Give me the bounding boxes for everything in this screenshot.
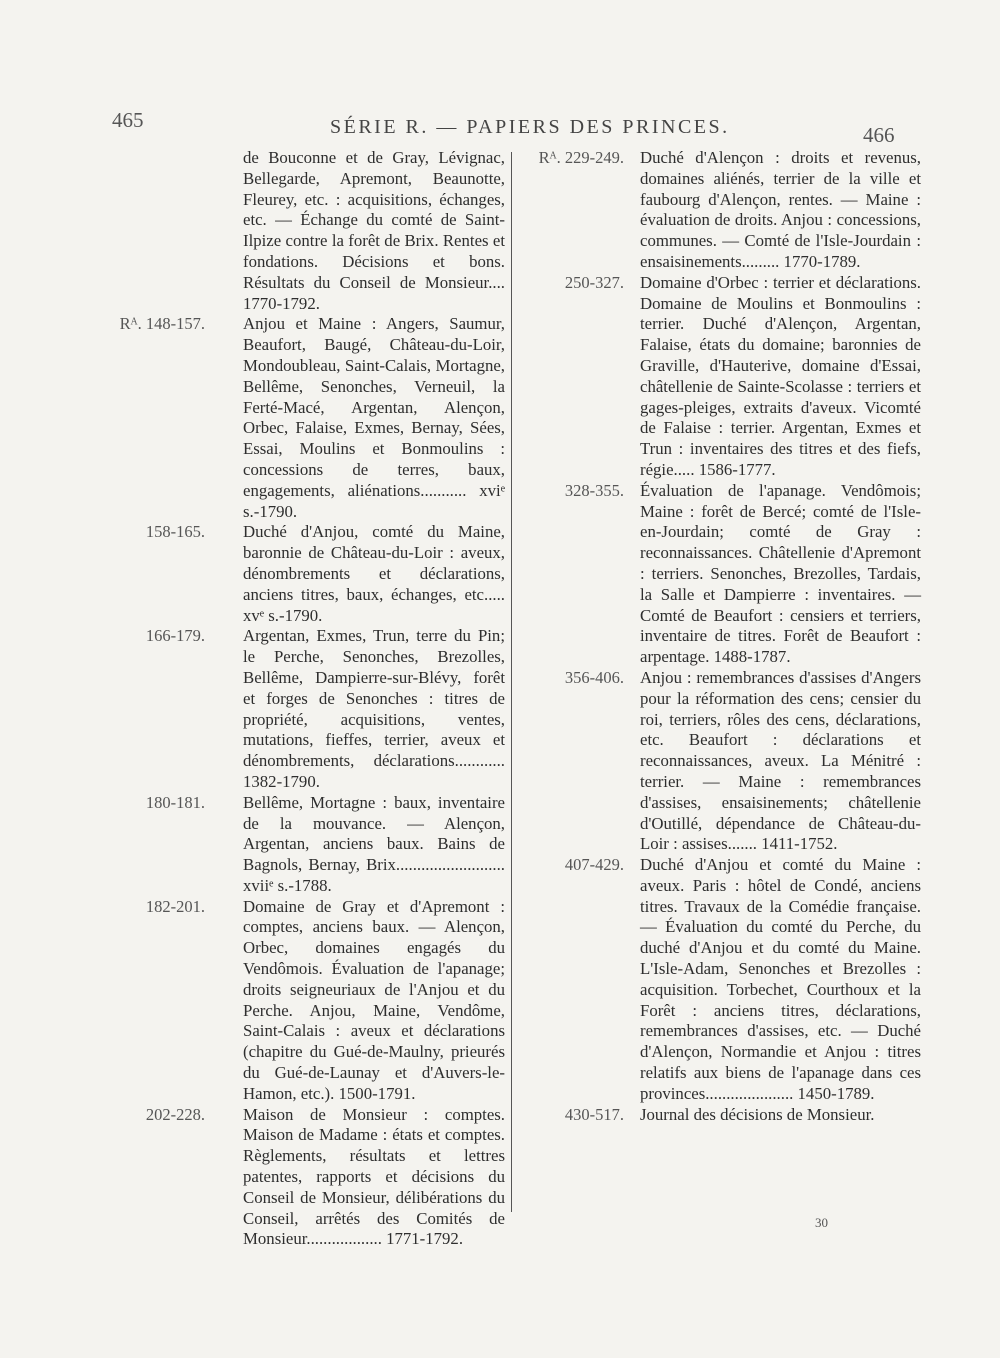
inventory-entry bbox=[516, 481, 921, 668]
inventory-entry bbox=[105, 522, 505, 626]
entry-reference: 328-355. bbox=[564, 480, 624, 500]
entry-reference: 356-406. bbox=[564, 667, 624, 687]
inventory-entry bbox=[516, 1105, 921, 1126]
entry-description: Argentan, Exmes, Trun, terre du Pin; le Perche, Senonches, Brezolles, Bellême, Dampierre-sur-Blévy, forêt et forges de Senonches : titres de propriété, acquisitions, ventes, mutations, fieffes, terrier, aveux et dénombrements, déclarations............ 1382-1790. bbox=[243, 626, 505, 791]
entry-description: de Bouconne et de Gray, Lévignac, Bellegarde, Apremont, Beaunotte, Fleurey, etc. : acquisitions, échanges, etc. — Échange du comté de Saint-Ilpize contre la forêt de Brix. Rentes et fondations. Décisions et bons. Résultats du Conseil de Monsieur.... 1770-1792. bbox=[243, 148, 505, 313]
inventory-entry bbox=[105, 897, 505, 1105]
entry-reference: 158-165. bbox=[145, 522, 205, 542]
inventory-entry bbox=[105, 314, 505, 522]
entry-reference: 202-228. bbox=[145, 1104, 205, 1124]
entry-description: Domaine de Gray et d'Apremont : comptes, anciens baux. — Alençon, Orbec, domaines engagés du Vendômois. Évaluation de l'apanage; droits seigneuriaux de l'Anjou et du Perche. Anjou, Maine, Vendôme, Saint-Calais : aveux et déclarations (chapitre du Gué-de-Maulny, prieurés du Gué-de-Launay et d'Auvers-le-Hamon, etc.). 1500-1791. bbox=[243, 896, 505, 1103]
inventory-entry bbox=[516, 668, 921, 855]
page-number-right: 466 bbox=[863, 123, 895, 147]
left-column bbox=[105, 148, 505, 1250]
inventory-entry bbox=[105, 626, 505, 792]
running-title: SÉRIE R. — PAPIERS DES PRINCES. bbox=[330, 116, 730, 138]
signature-mark: 30 bbox=[815, 1215, 828, 1230]
inventory-entry bbox=[516, 148, 921, 273]
entry-description: Anjou et Maine : Angers, Saumur, Beaufort, Baugé, Château-du-Loir, Mondoubleau, Saint-Calais, Mortagne, Bellême, Senonches, Verneuil, la Ferté-Macé, Argentan, Alençon, Orbec, Falaise, Exmes, Bernay, Sées, Essai, Moulins et Bonmoulins : concessions de terres, baux, engagements, aliénations........... xviᵉ s.-1790. bbox=[243, 314, 505, 521]
inventory-entry bbox=[516, 855, 921, 1105]
entry-reference: 182-201. bbox=[145, 896, 205, 916]
column-divider bbox=[511, 152, 512, 1212]
entry-description: Maison de Monsieur : comptes. Maison de Madame : états et comptes. Règlements, résultats et lettres patentes, rapports et décisions du Conseil de Monsieur, délibérations du Conseil, arrêtés des Comités de Monsieur.................. 1771-1792. bbox=[243, 1104, 505, 1249]
entry-reference: 166-179. bbox=[145, 626, 205, 646]
inventory-entry bbox=[105, 1105, 505, 1251]
entry-description: Duché d'Alençon : droits et revenus, domaines aliénés, terrier de la ville et faubourg d'Alençon, rentes. — Maine : évaluation de droits. Anjou : concessions, communes. — Comté de l'Isle-Jourdain : ensaisinements......... 1770-1789. bbox=[640, 148, 921, 271]
entry-reference: 430-517. bbox=[564, 1104, 624, 1124]
entry-description: Duché d'Anjou, comté du Maine, baronnie de Château-du-Loir : aveux, dénombrements et déclarations, anciens titres, baux, échanges, etc..... xvᵉ s.-1790. bbox=[243, 522, 505, 625]
entry-reference: 407-429. bbox=[564, 855, 624, 875]
entry-description: Évaluation de l'apanage. Vendômois; Maine : forêt de Bercé; comté de l'Isle-en-Jourdain; comté de Gray : reconnaissances. Châtellenie d'Apremont : terriers. Senonches, Brezolles, Tardais, la Salle et Dampierre : inventaires. — Comté de Beaufort : censiers et terriers, inventaire de titres. Forêt de Beaufort : arpentage. 1488-1787. bbox=[640, 480, 921, 667]
inventory-entry bbox=[105, 148, 505, 314]
entry-description: Journal des décisions de Monsieur. bbox=[640, 1104, 875, 1124]
entry-description: Duché d'Anjou et comté du Maine : aveux. Paris : hôtel de Condé, anciens titres. Travaux de la Comédie française. — Évaluation du comté du Perche, du duché d'Anjou et du comté du Maine. L'Isle-Adam, Senonches et Brezolles : acquisition. Torbechet, Courthoux et la Forêt : anciens titres, déclarations, remembrances d'assises, etc. — Duché d'Alençon, Normandie et Anjou : titres relatifs aux biens de l'apanage dans ces provinces..................... 1450-1789. bbox=[640, 855, 921, 1103]
entry-reference: Rᴬ. 229-249. bbox=[538, 148, 624, 167]
entry-reference: 250-327. bbox=[564, 272, 624, 292]
entry-reference: 180-181. bbox=[145, 792, 205, 812]
entry-description: Bellême, Mortagne : baux, inventaire de la mouvance. — Alençon, Argentan, anciens baux. Bains de Bagnols, Bernay, Brix.......................... xviiᵉ s.-1788. bbox=[243, 792, 505, 895]
page-number-left: 465 bbox=[112, 108, 144, 132]
entry-description: Domaine d'Orbec : terrier et déclarations. Domaine de Moulins et Bonmoulins : terrier. Duché d'Alençon, Argentan, Falaise, états du domaine; baronnies de Graville, d'Hauterive, domaine d'Essai, châtellenie de Sainte-Scolasse : terriers et gages-pleiges, extraits d'aveux. Vicomté de Falaise : terrier. Argentan, Exmes et Trun : inventaires des titres et des fiefs, régie..... 1586-1777. bbox=[640, 272, 921, 479]
entry-reference: Rᴬ. 148-157. bbox=[119, 314, 205, 334]
inventory-entry bbox=[105, 793, 505, 897]
entry-description: Anjou : remembrances d'assises d'Angers pour la réformation des cens; censier du roi, terriers, rôles des cens, déclarations, etc. Beaufort : déclarations et reconnaissances, aveux. La Ménitré : terrier. — Maine : remembrances d'assises, ensaisinements; châtellenie d'Outillé, dépendance de Château-du-Loir : assises....... 1411-1752. bbox=[640, 667, 921, 854]
inventory-entry bbox=[516, 273, 921, 481]
right-column bbox=[516, 148, 921, 1125]
